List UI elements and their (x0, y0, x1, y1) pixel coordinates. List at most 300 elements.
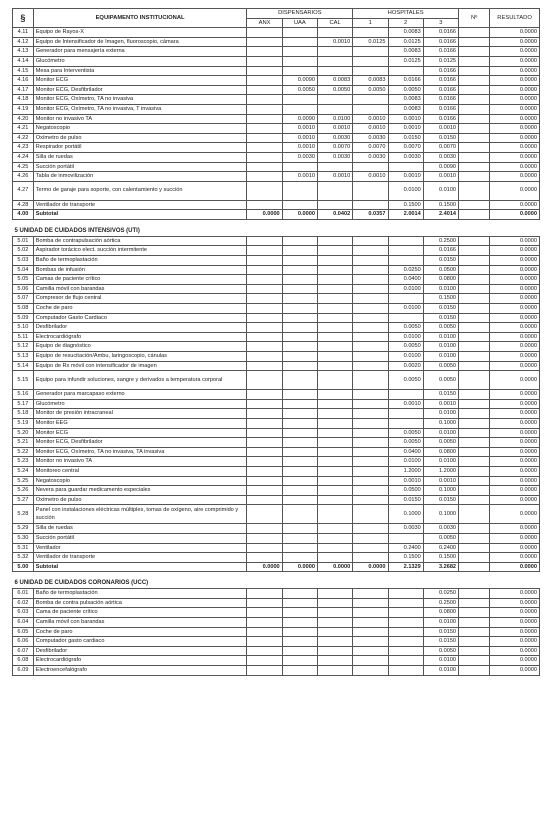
table-row (13, 284, 540, 294)
row-code: 5.11 (13, 332, 34, 342)
row-dispensario-value (282, 505, 317, 524)
row-code: 6.02 (13, 598, 34, 608)
row-equipment-name: Respirador portátil (33, 143, 247, 153)
row-dispensario-value: 0.0010 (282, 124, 317, 134)
row-hospital-value: 0.0400 (388, 447, 423, 457)
row-equipment-name: Equipo de diagnóstico (33, 342, 247, 352)
row-dispensario-value (282, 371, 317, 390)
row-dispensario-value (282, 390, 317, 400)
row-dispensario-value (282, 95, 317, 105)
table-row (13, 152, 540, 162)
row-code: 4.13 (13, 47, 34, 57)
row-n-value (459, 361, 490, 371)
sub-header-h2: 2 (388, 18, 423, 28)
row-equipment-name: Ventilador de transporte (33, 200, 247, 210)
row-hospital-value: 0.0400 (388, 275, 423, 285)
row-n-value (459, 172, 490, 182)
row-resultado-value: 0.0000 (490, 152, 540, 162)
row-dispensario-value: 0.0010 (282, 143, 317, 153)
row-resultado-value: 0.0000 (490, 332, 540, 342)
row-hospital-value (388, 666, 423, 676)
row-code: 5.15 (13, 371, 34, 390)
row-dispensario-value (282, 236, 317, 246)
row-hospital-value: 0.0050 (423, 533, 458, 543)
row-n-value (459, 313, 490, 323)
row-n-value (459, 37, 490, 47)
row-hospital-value (353, 352, 388, 362)
row-hospital-value (388, 598, 423, 608)
row-hospital-value (388, 66, 423, 76)
row-hospital-value (353, 646, 388, 656)
table-row (13, 28, 540, 38)
row-dispensario-value (247, 236, 282, 246)
row-dispensario-value (247, 476, 282, 486)
row-code: 4.15 (13, 66, 34, 76)
row-resultado-value: 0.0000 (490, 637, 540, 647)
row-hospital-value (353, 447, 388, 457)
row-dispensario-value (247, 656, 282, 666)
row-hospital-value (353, 294, 388, 304)
row-code: 5.08 (13, 304, 34, 314)
row-hospital-value: 0.1000 (423, 505, 458, 524)
row-hospital-value (353, 28, 388, 38)
row-hospital-value (388, 162, 423, 172)
row-equipment-name: Oxímetro de pulso (33, 133, 247, 143)
row-dispensario-value (317, 390, 352, 400)
row-hospital-value: 0.0150 (388, 133, 423, 143)
row-hospital-value: 0.0050 (423, 646, 458, 656)
row-hospital-value (353, 598, 388, 608)
row-n-value (459, 495, 490, 505)
row-hospital-value: 0.0010 (353, 124, 388, 134)
row-dispensario-value (282, 342, 317, 352)
table-row (13, 124, 540, 134)
row-hospital-value: 0.0010 (423, 476, 458, 486)
row-dispensario-value (247, 152, 282, 162)
table-row (13, 390, 540, 400)
row-hospital-value: 0.0125 (353, 37, 388, 47)
row-hospital-value (353, 236, 388, 246)
table-row (13, 236, 540, 246)
row-hospital-value (353, 409, 388, 419)
row-hospital-value (353, 342, 388, 352)
row-hospital-value: 0.1500 (388, 200, 423, 210)
row-dispensario-value (317, 646, 352, 656)
row-hospital-value: 0.0010 (388, 172, 423, 182)
row-dispensario-value: 0.0010 (282, 172, 317, 182)
row-hospital-value: 3.2682 (423, 562, 458, 572)
row-dispensario-value (282, 409, 317, 419)
row-hospital-value: 0.1000 (423, 418, 458, 428)
row-equipment-name: Camilla móvil con barandas (33, 618, 247, 628)
row-hospital-value: 0.0010 (353, 172, 388, 182)
row-dispensario-value (247, 637, 282, 647)
row-equipment-name: Cama de paciente crítico (33, 608, 247, 618)
row-hospital-value: 0.0166 (423, 28, 458, 38)
row-hospital-value: 0.0100 (388, 181, 423, 200)
row-dispensario-value (282, 352, 317, 362)
row-n-value (459, 47, 490, 57)
row-dispensario-value (317, 495, 352, 505)
row-code: 5.32 (13, 553, 34, 563)
row-n-value (459, 181, 490, 200)
row-n-value (459, 562, 490, 572)
row-dispensario-value (317, 524, 352, 534)
row-hospital-value (353, 457, 388, 467)
table-row (13, 181, 540, 200)
row-dispensario-value (282, 447, 317, 457)
row-dispensario-value (247, 466, 282, 476)
row-dispensario-value (317, 342, 352, 352)
row-n-value (459, 332, 490, 342)
row-dispensario-value (282, 294, 317, 304)
row-equipment-name: Monitoreo central (33, 466, 247, 476)
row-code: 4.11 (13, 28, 34, 38)
row-hospital-value: 0.0100 (388, 352, 423, 362)
row-code: 5.14 (13, 361, 34, 371)
row-dispensario-value: 0.0010 (317, 37, 352, 47)
row-dispensario-value (282, 181, 317, 200)
table-row (13, 114, 540, 124)
row-code: 5.04 (13, 265, 34, 275)
row-hospital-value (388, 618, 423, 628)
row-equipment-name: Silla de ruedas (33, 152, 247, 162)
row-equipment-name: Monitor de presión intracraneal (33, 409, 247, 419)
row-hospital-value (353, 466, 388, 476)
row-resultado-value: 0.0000 (490, 313, 540, 323)
row-resultado-value: 0.0000 (490, 361, 540, 371)
row-hospital-value: 0.0050 (388, 371, 423, 390)
row-equipment-name: Monitor no invasivo TA (33, 114, 247, 124)
row-code: 5.19 (13, 418, 34, 428)
row-n-value (459, 143, 490, 153)
table-row (13, 608, 540, 618)
row-dispensario-value (247, 533, 282, 543)
row-dispensario-value (317, 589, 352, 599)
row-n-value (459, 466, 490, 476)
row-dispensario-value (247, 342, 282, 352)
row-equipment-name: Monitor ECG, Oxímetro, TA no invasiva, T invasiva (33, 104, 247, 114)
row-dispensario-value (247, 361, 282, 371)
table-row (13, 409, 540, 419)
row-n-value (459, 627, 490, 637)
row-equipment-name: Ventilador (33, 543, 247, 553)
row-hospital-value: 0.0000 (353, 562, 388, 572)
row-dispensario-value (282, 533, 317, 543)
row-dispensario-value (282, 428, 317, 438)
table-row (13, 466, 540, 476)
row-resultado-value: 0.0000 (490, 553, 540, 563)
row-equipment-name: Bomba de contrapulsación aórtica (33, 236, 247, 246)
row-hospital-value (388, 294, 423, 304)
row-hospital-value (353, 495, 388, 505)
row-resultado-value: 0.0000 (490, 562, 540, 572)
row-code: 4.14 (13, 56, 34, 66)
row-hospital-value (353, 524, 388, 534)
row-dispensario-value (317, 598, 352, 608)
row-resultado-value: 0.0000 (490, 210, 540, 220)
row-hospital-value: 0.0010 (388, 399, 423, 409)
row-hospital-value (353, 332, 388, 342)
row-hospital-value (353, 589, 388, 599)
row-hospital-value: 2.1329 (388, 562, 423, 572)
row-n-value (459, 543, 490, 553)
row-resultado-value: 0.0000 (490, 598, 540, 608)
row-dispensario-value (317, 104, 352, 114)
row-hospital-value: 0.0500 (388, 486, 423, 496)
row-dispensario-value (247, 627, 282, 637)
row-dispensario-value (317, 608, 352, 618)
row-resultado-value: 0.0000 (490, 236, 540, 246)
row-hospital-value: 0.0070 (353, 143, 388, 153)
row-code: 5.12 (13, 342, 34, 352)
row-hospital-value: 0.0100 (388, 284, 423, 294)
row-dispensario-value (282, 332, 317, 342)
row-hospital-value: 0.0050 (423, 361, 458, 371)
table-row (13, 589, 540, 599)
row-dispensario-value: 0.0050 (317, 85, 352, 95)
row-resultado-value: 0.0000 (490, 352, 540, 362)
table-row (13, 323, 540, 333)
row-n-value (459, 104, 490, 114)
row-hospital-value (353, 284, 388, 294)
table-row (13, 666, 540, 676)
row-hospital-value (353, 246, 388, 256)
row-hospital-value: 0.0125 (388, 56, 423, 66)
row-code: 6.04 (13, 618, 34, 628)
row-hospital-value: 0.0100 (388, 332, 423, 342)
row-hospital-value (388, 246, 423, 256)
row-dispensario-value (282, 457, 317, 467)
row-hospital-value: 0.0100 (423, 332, 458, 342)
row-dispensario-value (247, 246, 282, 256)
row-dispensario-value (282, 476, 317, 486)
row-hospital-value: 0.0050 (423, 438, 458, 448)
row-dispensario-value: 0.0000 (247, 210, 282, 220)
row-dispensario-value (317, 332, 352, 342)
row-resultado-value: 0.0000 (490, 256, 540, 266)
sub-header-anx: ANX (247, 18, 282, 28)
row-hospital-value: 0.0010 (388, 114, 423, 124)
row-code: 4.23 (13, 143, 34, 153)
row-dispensario-value (282, 598, 317, 608)
row-dispensario-value (317, 476, 352, 486)
row-hospital-value (353, 486, 388, 496)
row-dispensario-value (282, 495, 317, 505)
table-row (13, 543, 540, 553)
row-dispensario-value (282, 543, 317, 553)
row-n-value (459, 200, 490, 210)
row-dispensario-value (247, 172, 282, 182)
row-hospital-value: 0.0050 (388, 428, 423, 438)
row-dispensario-value (282, 553, 317, 563)
row-resultado-value: 0.0000 (490, 95, 540, 105)
row-resultado-value: 0.0000 (490, 608, 540, 618)
row-n-value (459, 236, 490, 246)
row-equipment-name: Monitor EEG (33, 418, 247, 428)
table-row (13, 495, 540, 505)
row-dispensario-value (247, 505, 282, 524)
row-hospital-value (388, 409, 423, 419)
row-dispensario-value (282, 589, 317, 599)
row-n-value (459, 133, 490, 143)
row-equipment-name: Aspirador torácico elect. succión intermitente (33, 246, 247, 256)
row-resultado-value: 0.0000 (490, 66, 540, 76)
row-dispensario-value (282, 323, 317, 333)
row-hospital-value: 0.1000 (388, 505, 423, 524)
row-hospital-value: 0.0083 (388, 95, 423, 105)
row-dispensario-value (247, 390, 282, 400)
row-dispensario-value (317, 418, 352, 428)
row-hospital-value (353, 95, 388, 105)
row-code: 5.17 (13, 399, 34, 409)
row-equipment-name: Monitor no invasivo TA (33, 457, 247, 467)
row-dispensario-value: 0.0030 (282, 152, 317, 162)
row-code: 5.26 (13, 486, 34, 496)
row-resultado-value: 0.0000 (490, 646, 540, 656)
row-code: 4.27 (13, 181, 34, 200)
row-n-value (459, 399, 490, 409)
row-dispensario-value: 0.0030 (317, 133, 352, 143)
row-resultado-value: 0.0000 (490, 133, 540, 143)
row-dispensario-value: 0.0010 (317, 124, 352, 134)
row-dispensario-value (247, 265, 282, 275)
row-hospital-value: 0.0500 (423, 265, 458, 275)
logo-icon: § (13, 9, 34, 28)
row-hospital-value: 1.2000 (423, 466, 458, 476)
row-equipment-name: Monitor ECG (33, 76, 247, 86)
row-n-value (459, 114, 490, 124)
row-dispensario-value (317, 371, 352, 390)
row-dispensario-value (247, 124, 282, 134)
row-n-value (459, 390, 490, 400)
table-row (13, 361, 540, 371)
row-dispensario-value (317, 162, 352, 172)
row-dispensario-value (247, 133, 282, 143)
row-n-value (459, 457, 490, 467)
row-dispensario-value (317, 361, 352, 371)
row-hospital-value: 0.0166 (423, 104, 458, 114)
row-resultado-value: 0.0000 (490, 200, 540, 210)
row-hospital-value: 0.0050 (388, 85, 423, 95)
row-code: 5.20 (13, 428, 34, 438)
row-dispensario-value (247, 200, 282, 210)
row-code: 5.16 (13, 390, 34, 400)
row-equipment-name: Panel con instalaciones eléctricas múltiples, tomas de oxígeno, aire comprimido y succión (33, 505, 247, 524)
subtotal-row (13, 562, 540, 572)
row-code: 6.03 (13, 608, 34, 618)
row-hospital-value: 0.0070 (423, 143, 458, 153)
row-hospital-value (388, 608, 423, 618)
row-dispensario-value: 0.0000 (282, 562, 317, 572)
table-row (13, 313, 540, 323)
row-hospital-value (353, 618, 388, 628)
row-n-value (459, 294, 490, 304)
row-dispensario-value (282, 265, 317, 275)
row-n-value (459, 265, 490, 275)
row-dispensario-value (317, 56, 352, 66)
row-dispensario-value (282, 666, 317, 676)
row-dispensario-value (282, 486, 317, 496)
row-dispensario-value (247, 447, 282, 457)
row-hospital-value: 0.0100 (423, 409, 458, 419)
row-n-value (459, 608, 490, 618)
row-equipment-name: Desfibrilador (33, 646, 247, 656)
row-dispensario-value (247, 28, 282, 38)
row-resultado-value: 0.0000 (490, 323, 540, 333)
row-dispensario-value (317, 256, 352, 266)
row-n-value (459, 323, 490, 333)
row-code: 5.28 (13, 505, 34, 524)
row-dispensario-value (317, 428, 352, 438)
row-hospital-value: 0.0083 (388, 47, 423, 57)
row-code: 6.05 (13, 627, 34, 637)
row-hospital-value: 0.0250 (388, 265, 423, 275)
row-equipment-name: Silla de ruedas (33, 524, 247, 534)
table-row (13, 200, 540, 210)
row-code: 4.17 (13, 85, 34, 95)
row-n-value (459, 553, 490, 563)
row-dispensario-value (282, 361, 317, 371)
row-dispensario-value: 0.0050 (282, 85, 317, 95)
row-resultado-value: 0.0000 (490, 162, 540, 172)
row-n-value (459, 304, 490, 314)
row-n-value (459, 210, 490, 220)
row-hospital-value (353, 47, 388, 57)
row-equipment-name: Electrocardiógrafo (33, 332, 247, 342)
row-dispensario-value (317, 181, 352, 200)
row-resultado-value: 0.0000 (490, 428, 540, 438)
row-hospital-value: 0.2500 (423, 598, 458, 608)
row-dispensario-value (282, 104, 317, 114)
row-equipment-name: Generador para marcapaso externo (33, 390, 247, 400)
row-hospital-value: 0.0250 (423, 589, 458, 599)
row-code: 5.27 (13, 495, 34, 505)
row-dispensario-value (317, 618, 352, 628)
row-dispensario-value (247, 589, 282, 599)
row-hospital-value (353, 323, 388, 333)
row-hospital-value: 0.0010 (423, 399, 458, 409)
row-dispensario-value (247, 428, 282, 438)
sub-header-h3: 3 (423, 18, 458, 28)
row-equipment-name: Equipo de resucitación/Ambu, laringoscopio, cánulas (33, 352, 247, 362)
row-equipment-name: Tabla de inmovilización (33, 172, 247, 182)
row-dispensario-value (317, 438, 352, 448)
row-resultado-value: 0.0000 (490, 409, 540, 419)
row-resultado-value: 0.0000 (490, 172, 540, 182)
row-hospital-value (388, 533, 423, 543)
row-hospital-value (353, 399, 388, 409)
row-resultado-value: 0.0000 (490, 181, 540, 200)
row-hospital-value: 0.1000 (423, 486, 458, 496)
row-equipment-name: Succión portátil (33, 162, 247, 172)
row-equipment-name: Camas de paciente crítico (33, 275, 247, 285)
row-equipment-name: Baño de termoplastación (33, 256, 247, 266)
row-hospital-value: 0.0050 (353, 85, 388, 95)
row-hospital-value: 0.0070 (388, 143, 423, 153)
row-dispensario-value (247, 646, 282, 656)
row-hospital-value: 0.0150 (423, 304, 458, 314)
row-hospital-value (388, 646, 423, 656)
row-hospital-value: 0.0030 (353, 133, 388, 143)
row-dispensario-value (282, 313, 317, 323)
row-hospital-value: 0.0150 (423, 133, 458, 143)
row-n-value (459, 447, 490, 457)
row-n-value (459, 409, 490, 419)
row-dispensario-value (317, 533, 352, 543)
row-equipment-name: Ventilador de transporte (33, 553, 247, 563)
row-dispensario-value (282, 284, 317, 294)
